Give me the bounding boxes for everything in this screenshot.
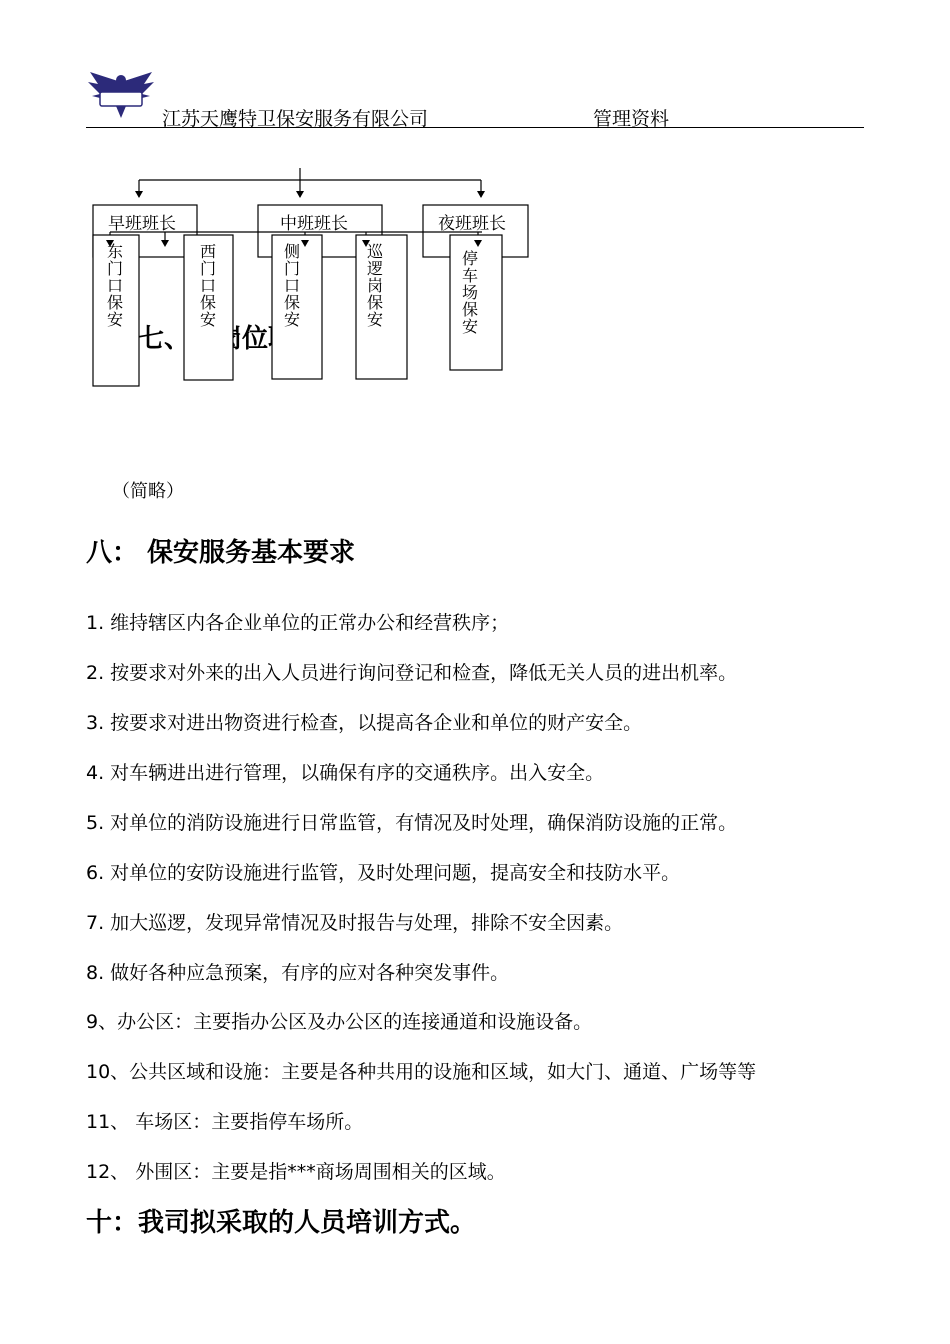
requirement-item: 6. 对单位的安防设施进行监管，及时处理问题，提高安全和技防水平。 (86, 862, 681, 884)
brief-note: （简略） (112, 481, 184, 502)
header-doc-type: 管理资料 (593, 108, 670, 130)
requirement-item: 3. 按要求对进出物资进行检查，以提高各企业和单位的财产安全。 (86, 712, 643, 734)
requirement-item: 1. 维持辖区内各企业单位的正常办公和经营秩序； (86, 612, 510, 634)
requirement-item: 5. 对单位的消防设施进行日常监管，有情况及时处理，确保消防设施的正常。 (86, 812, 738, 834)
requirement-item: 8. 做好各种应急预案，有序的应对各种突发事件。 (86, 962, 510, 984)
leader-label-early: 早班班长 (108, 214, 176, 234)
leader-label-middle: 中班班长 (280, 214, 348, 234)
section8-title: 八： 保安服务基本要求 (86, 538, 356, 568)
requirement-item: 11、 车场区：主要指停车场所。 (86, 1111, 364, 1133)
post-label-side: 侧门口保安 (283, 242, 300, 329)
requirement-item: 10、公共区域和设施：主要是各种共用的设施和区域，如大门、通道、广场等等 (86, 1061, 757, 1083)
requirement-item: 12、 外围区：主要是指***商场周围相关的区域。 (86, 1161, 506, 1183)
post-label-east: 东门口保安 (106, 242, 123, 329)
header-company-name: 江苏天鹰特卫保安服务有限公司 (162, 108, 429, 130)
leader-label-night: 夜班班长 (438, 214, 506, 234)
post-label-parking: 停车场保安 (461, 249, 478, 336)
requirement-item: 7. 加大巡逻，发现异常情况及时报告与处理，排除不安全因素。 (86, 912, 624, 934)
requirement-item: 9、办公区：主要指办公区及办公区的连接通道和设施设备。 (86, 1011, 593, 1033)
requirement-item: 2. 按要求对外来的出入人员进行询问登记和检查，降低无关人员的进出机率。 (86, 662, 738, 684)
post-label-west: 西门口保安 (199, 242, 216, 329)
section10-title: 十：我司拟采取的人员培训方式。 (86, 1208, 477, 1238)
requirement-item: 4. 对车辆进出进行管理，以确保有序的交通秩序。出入安全。 (86, 762, 605, 784)
post-label-patrol: 巡逻岗保安 (366, 242, 383, 329)
